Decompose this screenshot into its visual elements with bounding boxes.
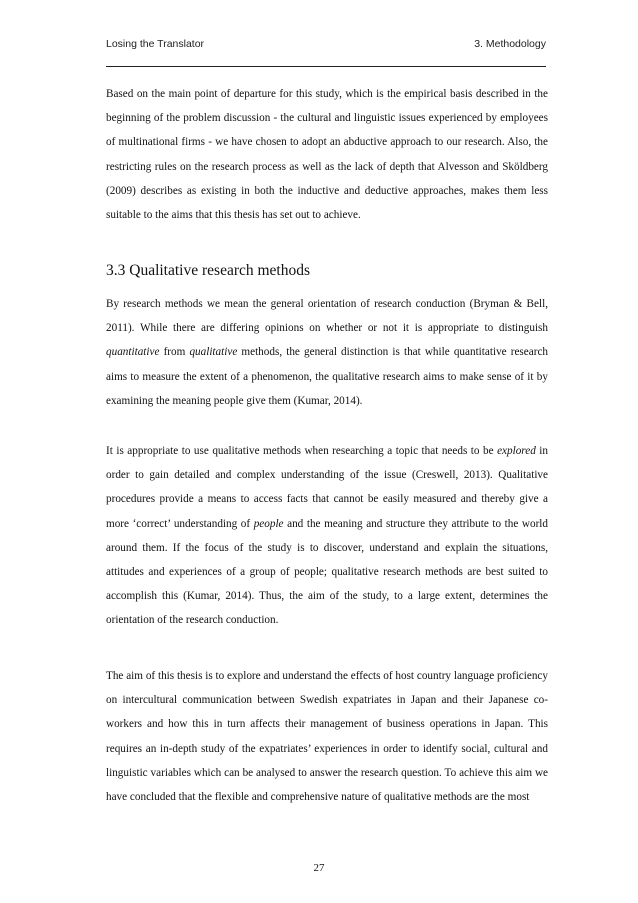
- emphasis-explored: explored: [497, 445, 536, 457]
- text-run: It is appropriate to use qualitative methods when researching a topic that needs to be: [106, 445, 498, 457]
- header-chapter: 3. Methodology: [474, 38, 546, 50]
- header-divider: [106, 66, 546, 67]
- section-heading: 3.3 Qualitative research methods: [106, 262, 311, 279]
- page-number: 27: [313, 862, 325, 874]
- paragraph-abductive-approach: Based on the main point of departure for this study, which is the empirical basis described in the beginning of the problem discussion - the cultural and linguistic issues experienced by employees of multinational firms - we have chosen to adopt an abductive approach to our research. Also, the restricting rules on the research process as well as the lack of depth that Alvesson and Sköldberg (2009) describes as existing in both the inductive and deductive approaches, makes them less suitable to the aims that this thesis has set out to achieve.: [106, 88, 548, 222]
- text-run: in order to gain detailed and complex understanding of the issue (Creswell, 2013). Qualitative procedures provide a means to access facts that cannot be easily measured and thereby give a more ‘correct’ understanding of: [106, 445, 548, 530]
- emphasis-people: people: [253, 517, 284, 530]
- text-run: from: [159, 346, 190, 359]
- paragraph-qualitative-methods: [106, 439, 548, 633]
- running-header: [106, 38, 546, 58]
- paragraph-thesis-aim: The aim of this thesis is to explore and understand the effects of host country language proficiency on intercultural communication between Swedish expatriates in Japan and their Japanese co-workers and how this in turn affects their management of business operations in Japan. This requires an in-depth study of the expatriates’ experiences in order to identify social, cultural and linguistic variables which can be analysed to answer the research question. To achieve this aim we have concluded that the flexible and comprehensive nature of qualitative methods are the most: [106, 670, 548, 804]
- paragraph-research-methods: [106, 292, 548, 413]
- emphasis-qualitative: qualitative: [189, 346, 238, 359]
- text-run: By research methods we mean the general orientation of research conduction (Bryman & Bell, 2011). While there are differing opinions on whether or not it is appropriate to distinguish: [106, 298, 548, 335]
- header-title: Losing the Translator: [106, 38, 205, 50]
- text-run: and the meaning and structure they attribute to the world around them. If the focus of the study is to discover, understand and explain the situations, attitudes and experiences of a group of people; qualitative research methods are best suited to accomplish this (Kumar, 2014). Thus, the aim of the study, to a large extent, determines the orientation of the research conduction.: [106, 517, 549, 627]
- emphasis-quantitative: quantitative: [106, 346, 160, 359]
- text-run: methods, the general distinction is that while quantitative research aims to measure the extent of a phenomenon, the qualitative research aims to make sense of it by examining the meaning people give them (Kumar, 2014).: [106, 346, 549, 407]
